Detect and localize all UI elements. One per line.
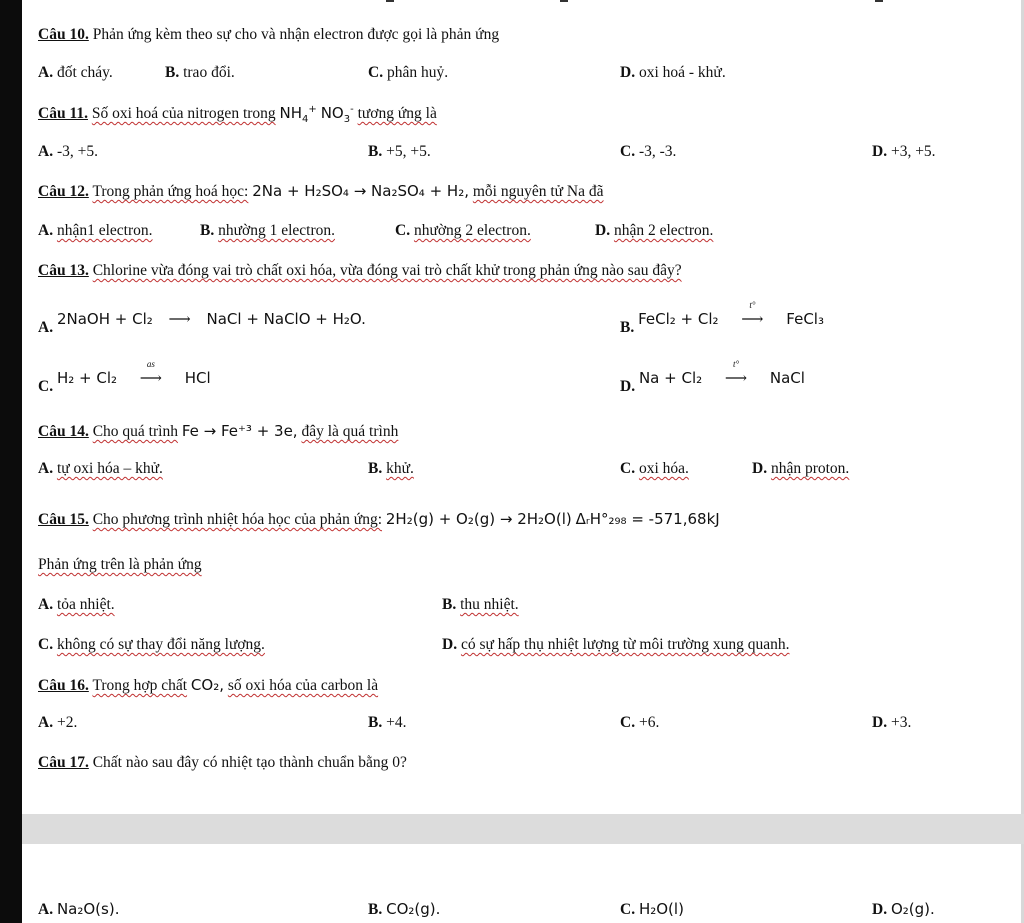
question-text-end: đây là quá trình xyxy=(301,423,399,440)
reaction-arrow: ⟶ t° xyxy=(722,310,782,329)
option-text: phân huỷ. xyxy=(386,64,449,81)
option-letter: A. xyxy=(38,901,54,918)
option-letter: B. xyxy=(200,222,215,239)
equation-lhs: Na + Cl₂ xyxy=(638,369,703,387)
equation-rhs: FeCl₃ xyxy=(786,310,824,328)
nitrate-ion: $NO_3^-$ xyxy=(320,104,354,125)
q13-option-b xyxy=(620,300,824,336)
option-letter: C. xyxy=(620,901,636,918)
left-border xyxy=(0,0,22,923)
arrow-condition: t° xyxy=(749,300,756,310)
option-letter: A. xyxy=(38,596,54,613)
option-letter: D. xyxy=(595,222,611,239)
option-letter: A. xyxy=(38,222,54,239)
option-text: thu nhiệt. xyxy=(460,596,519,613)
reaction-equation: 2Na + H₂SO₄ → Na₂SO₄ + H₂, xyxy=(252,182,469,200)
question-text-end: mỗi nguyên tử Na đã xyxy=(472,183,604,200)
q12-option-b xyxy=(200,222,335,240)
option-text: +6. xyxy=(638,714,660,731)
option-letter: C. xyxy=(620,460,636,477)
q17-option-b xyxy=(368,900,440,919)
process-equation: Fe → Fe⁺³ + 3e, xyxy=(181,422,298,440)
option-letter: C. xyxy=(368,64,384,81)
question-10 xyxy=(38,26,499,44)
q10-option-a xyxy=(38,64,113,82)
option-text: nhận 2 electron. xyxy=(613,222,714,239)
option-letter: B. xyxy=(368,901,383,918)
question-text-end: tương ứng là xyxy=(357,105,437,122)
question-text: Số oxi hoá của nitrogen trong xyxy=(91,105,276,122)
q11-option-a xyxy=(38,143,98,161)
q16-option-b xyxy=(368,714,406,732)
q13-option-c xyxy=(38,359,211,395)
option-letter: D. xyxy=(620,64,636,81)
equation-rhs: NaCl + NaClO + H₂O. xyxy=(206,310,366,328)
option-text: có sự hấp thụ nhiệt lượng từ môi trường xung quanh. xyxy=(460,636,790,653)
equation-lhs: H₂ + Cl₂ xyxy=(56,369,118,387)
option-text: H₂O(l) xyxy=(638,900,684,918)
option-text: +2. xyxy=(56,714,78,731)
q15-option-c xyxy=(38,636,265,654)
option-text: tỏa nhiệt. xyxy=(56,596,115,613)
question-label: Câu 13. xyxy=(38,262,89,279)
option-text: trao đổi. xyxy=(183,64,235,81)
q10-option-b xyxy=(165,64,235,82)
equation-rhs: NaCl xyxy=(769,369,805,387)
option-text: không có sự thay đổi năng lượng. xyxy=(56,636,265,653)
q11-option-b xyxy=(368,143,431,161)
arrow-condition: t° xyxy=(732,359,740,369)
option-letter: D. xyxy=(752,460,768,477)
question-11 xyxy=(38,104,437,125)
option-letter: A. xyxy=(38,64,54,81)
q17-option-a xyxy=(38,900,119,919)
q15-option-b xyxy=(442,596,519,614)
q10-option-c xyxy=(368,64,448,82)
q17-option-d xyxy=(872,900,935,919)
q16-option-a xyxy=(38,714,77,732)
question-label: Câu 12. xyxy=(38,183,89,200)
option-text: +5, +5. xyxy=(386,143,431,160)
question-label: Câu 11. xyxy=(38,105,88,122)
option-letter: C. xyxy=(620,714,636,731)
q13-option-a xyxy=(38,310,366,336)
q13-option-d xyxy=(620,359,805,395)
equation-lhs: 2NaOH + Cl₂ xyxy=(56,310,153,328)
option-text: -3, +5. xyxy=(56,143,98,160)
q14-option-d xyxy=(752,460,849,478)
option-letter: A. xyxy=(38,460,54,477)
option-letter: A. xyxy=(38,143,54,160)
option-letter: B. xyxy=(368,143,383,160)
question-15-stem xyxy=(38,556,202,574)
option-letter: D. xyxy=(620,378,636,395)
option-text: CO₂(g). xyxy=(386,900,441,918)
q14-option-b xyxy=(368,460,414,478)
option-letter: B. xyxy=(368,714,383,731)
question-label: Câu 14. xyxy=(38,423,89,440)
option-text: khử. xyxy=(386,460,414,477)
reaction-arrow: ⟶ xyxy=(168,311,191,328)
option-letter: D. xyxy=(872,714,888,731)
option-letter: D. xyxy=(872,143,888,160)
q15-option-d xyxy=(442,636,790,654)
option-text: +3. xyxy=(890,714,912,731)
q12-option-c xyxy=(395,222,531,240)
compound-formula: CO₂, xyxy=(190,676,224,694)
option-letter: B. xyxy=(368,460,383,477)
question-text: Phản ứng kèm theo sự cho và nhận electron được gọi là phản ứng xyxy=(92,26,500,43)
option-text: nhận1 electron. xyxy=(56,222,153,239)
option-letter: A. xyxy=(38,714,54,731)
option-letter: B. xyxy=(165,64,180,81)
q11-option-d xyxy=(872,143,936,161)
question-label: Câu 15. xyxy=(38,511,89,528)
question-text: Cho quá trình xyxy=(92,423,178,440)
question-16 xyxy=(38,676,378,695)
option-text: oxi hoá - khử. xyxy=(638,64,726,81)
q10-option-d xyxy=(620,64,726,82)
question-text: Cho phương trình nhiệt hóa học của phản ứng: xyxy=(92,511,383,528)
option-text: đốt cháy. xyxy=(56,64,113,81)
question-text: Chlorine vừa đóng vai trò chất oxi hóa, vừa đóng vai trò chất khử trong phản ứng nào sau đây? xyxy=(92,262,682,279)
question-label: Câu 16. xyxy=(38,677,89,694)
option-text: nhường 1 electron. xyxy=(218,222,335,239)
question-12 xyxy=(38,182,604,201)
option-letter: D. xyxy=(872,901,888,918)
question-text-end: số oxi hóa của carbon là xyxy=(227,677,379,694)
equation-rhs: HCl xyxy=(184,369,211,387)
ammonium-ion: $NH_4^+$ xyxy=(279,104,317,125)
q14-option-c xyxy=(620,460,689,478)
top-edge-marks xyxy=(0,0,1024,4)
option-text: -3, -3. xyxy=(638,143,677,160)
option-letter: C. xyxy=(620,143,636,160)
question-text: Trong hợp chất xyxy=(92,677,188,694)
thermo-equation: 2H₂(g) + O₂(g) → 2H₂O(l) xyxy=(385,510,572,528)
option-text: Na₂O(s). xyxy=(56,900,120,918)
enthalpy-value: ΔᵣH°₂₉₈ = -571,68kJ xyxy=(575,510,720,528)
question-label: Câu 17. xyxy=(38,754,89,771)
q12-option-a xyxy=(38,222,153,240)
option-letter: C. xyxy=(395,222,411,239)
q12-option-d xyxy=(595,222,713,240)
option-text: O₂(g). xyxy=(890,900,935,918)
question-label: Câu 10. xyxy=(38,26,89,43)
question-text: Chất nào sau đây có nhiệt tạo thành chuẩn bằng 0? xyxy=(92,754,407,771)
reaction-arrow: ⟶ as xyxy=(121,369,181,388)
option-letter: C. xyxy=(38,378,54,395)
option-letter: B. xyxy=(442,596,457,613)
option-text: oxi hóa. xyxy=(638,460,689,477)
option-text: tự oxi hóa – khử. xyxy=(56,460,163,477)
option-letter: A. xyxy=(38,319,54,336)
arrow-condition: as xyxy=(146,359,155,369)
page-break-band xyxy=(22,814,1024,844)
question-text: Phản ứng trên là phản ứng xyxy=(38,556,202,573)
q15-option-a xyxy=(38,596,115,614)
equation-lhs: FeCl₂ + Cl₂ xyxy=(638,310,719,328)
q17-option-c xyxy=(620,900,684,919)
question-15 xyxy=(38,510,720,529)
reaction-arrow: ⟶ t° xyxy=(706,369,766,388)
question-text: Trong phản ứng hoá học: xyxy=(92,183,249,200)
option-text: +3, +5. xyxy=(890,143,936,160)
q11-option-c xyxy=(620,143,676,161)
q16-option-d xyxy=(872,714,911,732)
question-14 xyxy=(38,422,398,441)
question-17 xyxy=(38,754,407,772)
option-text: nhường 2 electron. xyxy=(413,222,531,239)
question-13 xyxy=(38,262,682,280)
option-letter: B. xyxy=(620,319,635,336)
option-letter: C. xyxy=(38,636,54,653)
q16-option-c xyxy=(620,714,659,732)
option-text: +4. xyxy=(386,714,407,731)
option-text: nhận proton. xyxy=(770,460,850,477)
q14-option-a xyxy=(38,460,163,478)
option-letter: D. xyxy=(442,636,458,653)
